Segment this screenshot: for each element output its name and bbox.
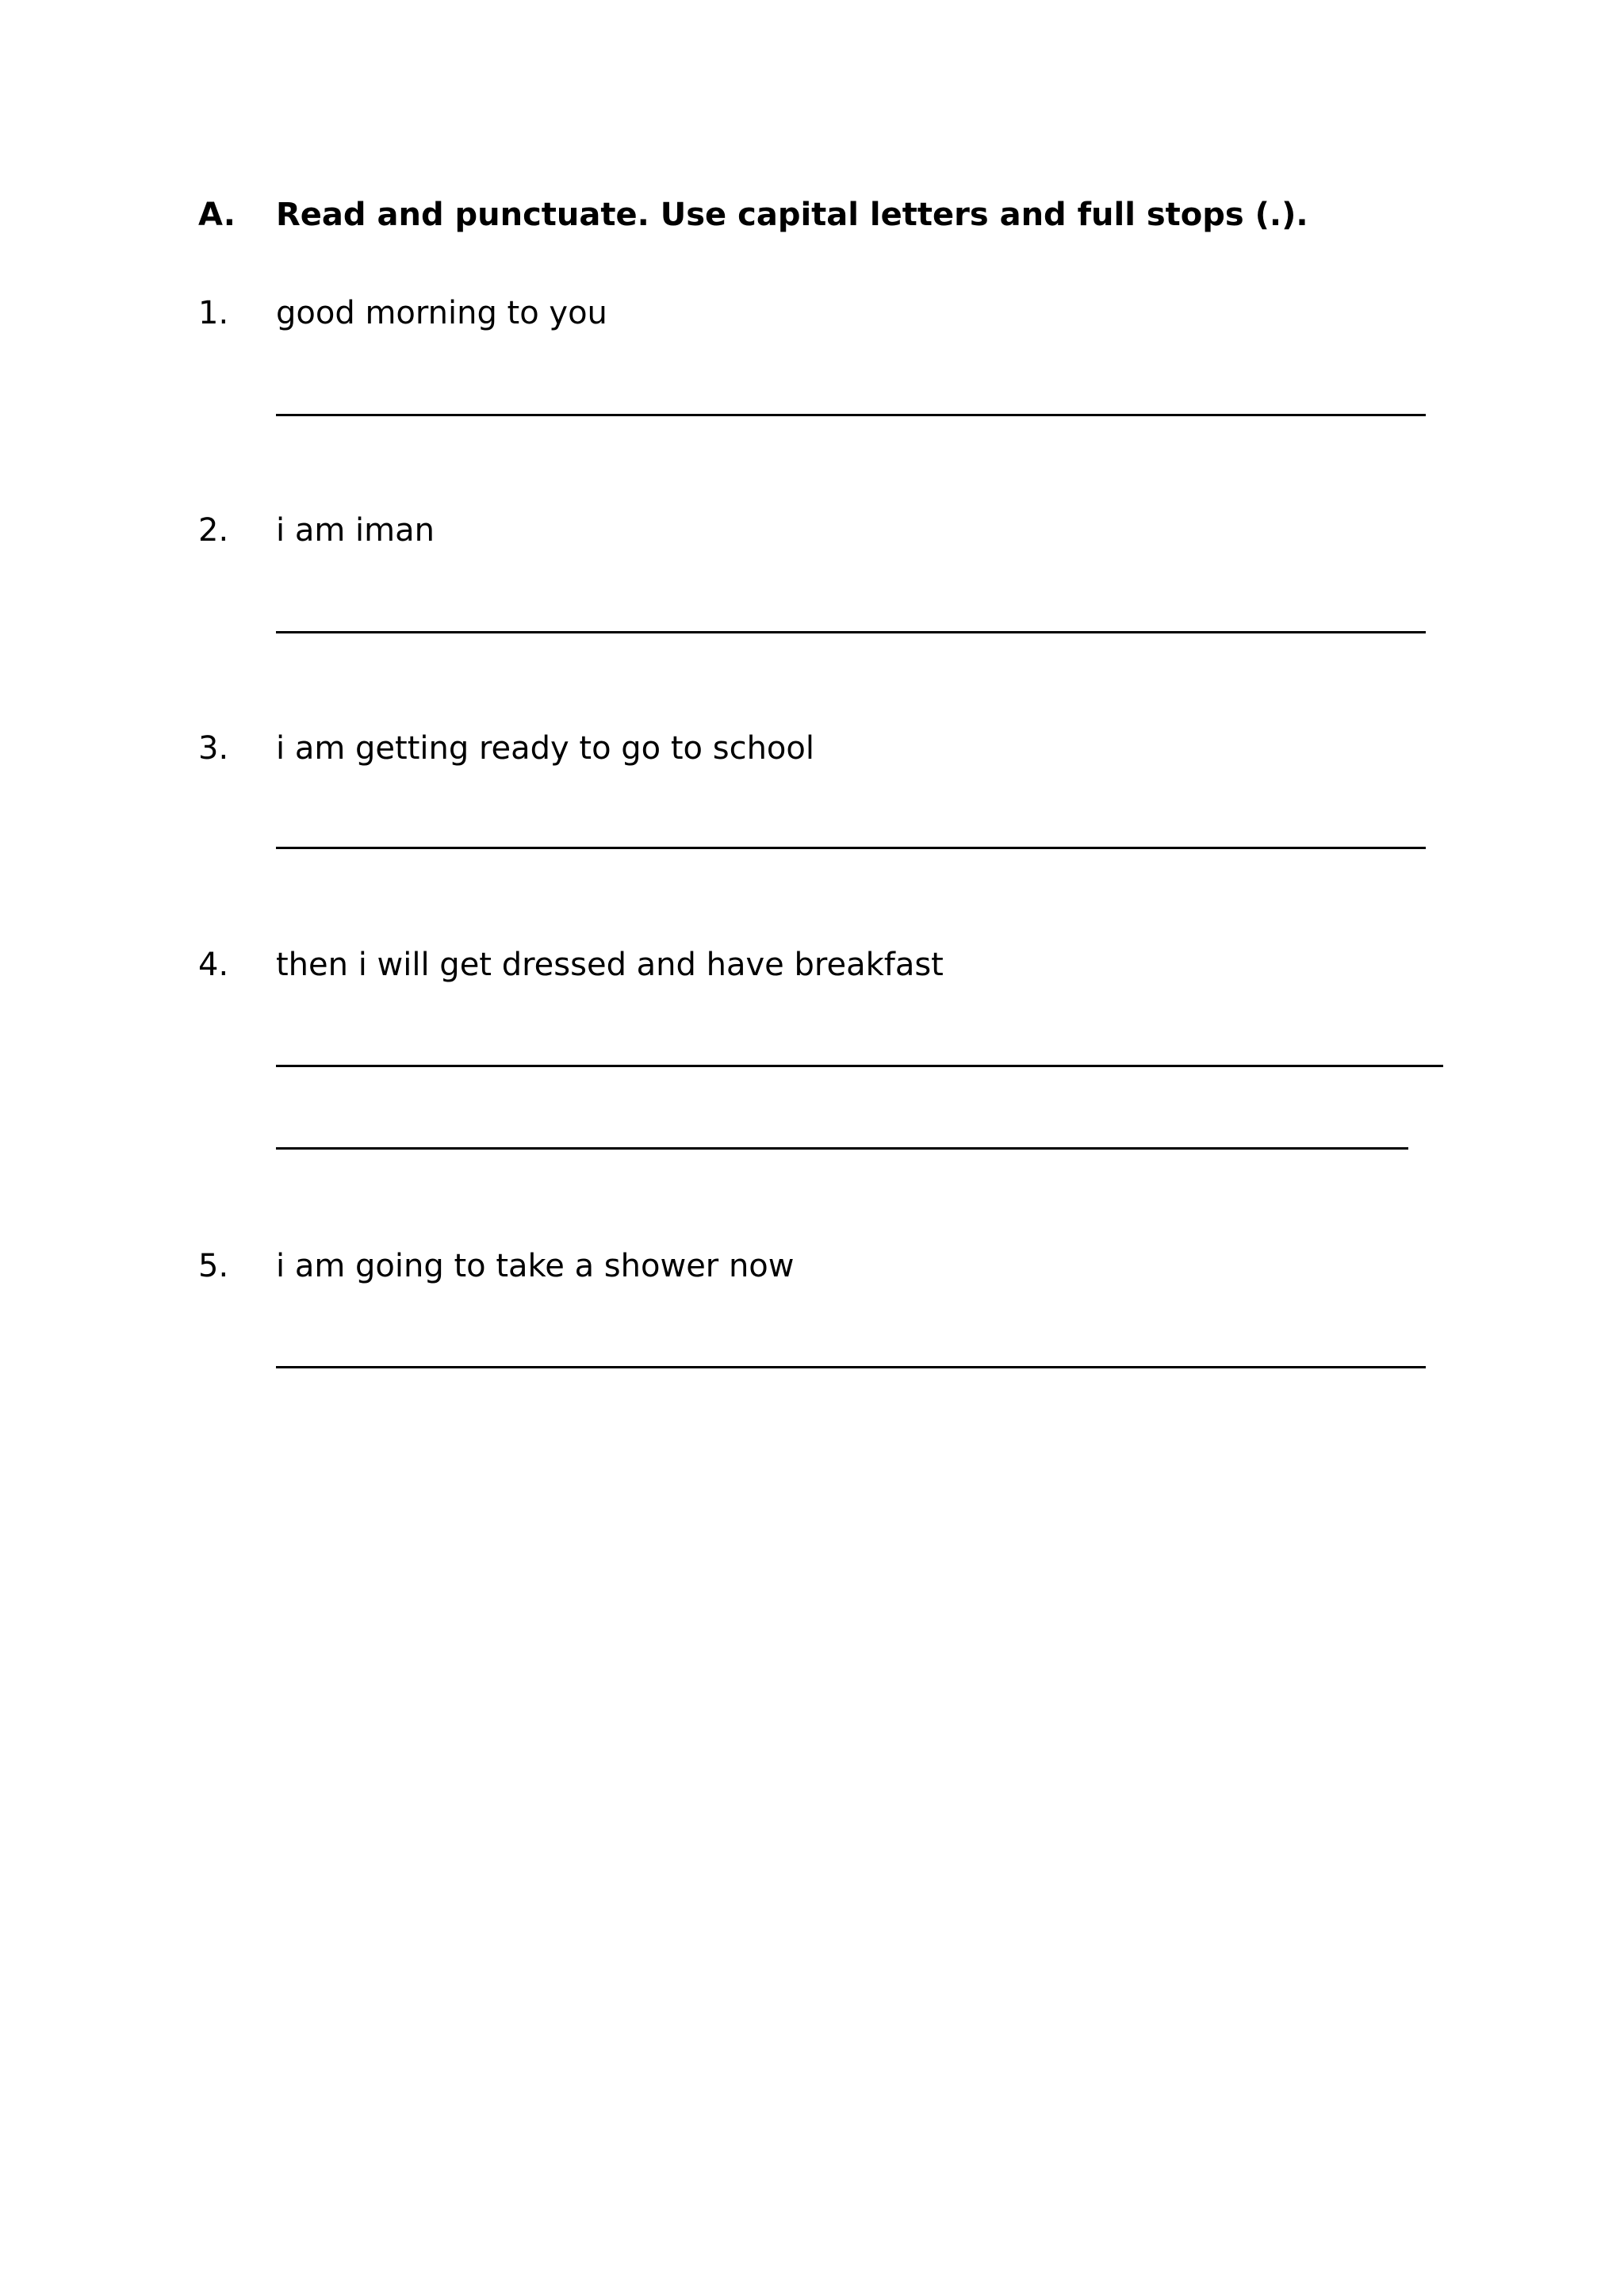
section-letter: A. <box>198 197 236 233</box>
question-number: 3. <box>198 730 229 767</box>
answer-line-1[interactable] <box>276 414 1426 416</box>
question-number: 1. <box>198 295 229 331</box>
section-instruction: Read and punctuate. Use capital letters and full stops (.). <box>276 197 1308 233</box>
section-heading <box>198 197 1467 244</box>
question-sentence: then i will get dressed and have breakfast <box>276 947 944 983</box>
question-number: 5. <box>198 1248 229 1284</box>
question-number: 4. <box>198 947 229 983</box>
question-sentence: i am going to take a shower now <box>276 1248 795 1284</box>
question-sentence: good morning to you <box>276 295 607 331</box>
question-number: 2. <box>198 512 229 549</box>
answer-line-4b[interactable] <box>276 1147 1408 1150</box>
question-sentence: i am getting ready to go to school <box>276 730 814 767</box>
answer-line-4a[interactable] <box>276 1065 1443 1067</box>
answer-line-5[interactable] <box>276 1366 1426 1368</box>
answer-line-2[interactable] <box>276 631 1426 633</box>
question-sentence: i am iman <box>276 512 435 549</box>
answer-line-3[interactable] <box>276 847 1426 849</box>
